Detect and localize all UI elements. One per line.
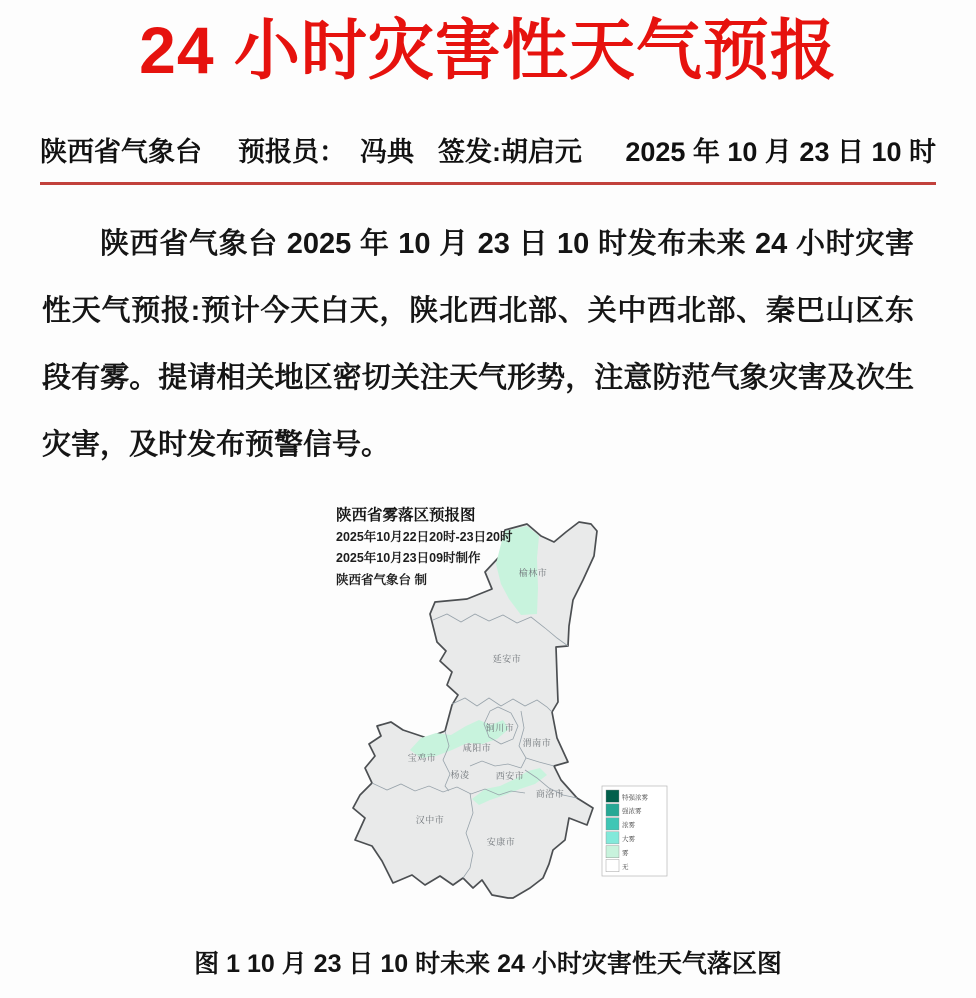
map-legend	[602, 786, 667, 876]
map-valid-period: 2025年10月22日20时-23日20时	[336, 530, 513, 544]
legend-swatch-浓雾	[606, 818, 619, 830]
issuance-header	[40, 130, 936, 185]
forecaster-name: 冯典	[360, 137, 414, 168]
issuer	[438, 130, 582, 169]
issue-datetime: 2025 年 10 月 23 日 10 时	[625, 137, 936, 168]
forecaster-label: 预报员：	[238, 137, 346, 168]
city-label-榆林市: 榆林市	[518, 568, 548, 578]
page-title: 24 小时灾害性天气预报	[139, 13, 837, 87]
city-label-延安市: 延安市	[492, 654, 522, 664]
legend-label-特强浓雾: 特强浓雾	[622, 794, 648, 802]
legend-label-雾: 雾	[622, 849, 629, 857]
city-label-铜川市: 铜川市	[485, 723, 515, 733]
issuer-label: 签发:	[438, 137, 501, 168]
legend-swatch-无	[606, 860, 619, 872]
map-producer: 陕西省气象台 制	[336, 573, 427, 587]
station-name: 陕西省气象台	[40, 137, 202, 168]
city-label-安康市: 安康市	[486, 837, 516, 847]
city-label-宝鸡市: 宝鸡市	[407, 753, 437, 763]
map-title: 陕西省雾落区预报图	[336, 507, 476, 524]
city-label-商洛市: 商洛市	[535, 789, 565, 799]
legend-swatch-雾	[606, 846, 619, 858]
figure-caption: 图 1 10 月 23 日 10 时未来 24 小时灾害性天气落区图	[194, 950, 782, 978]
legend-swatch-大雾	[606, 832, 619, 844]
legend-label-浓雾: 浓雾	[622, 822, 635, 830]
city-label-杨凌: 杨凌	[450, 770, 470, 780]
issuer-name: 胡启元	[501, 137, 582, 168]
city-label-咸阳市: 咸阳市	[462, 743, 492, 753]
legend-swatch-特强浓雾	[606, 790, 619, 802]
fog-forecast-figure	[325, 498, 670, 935]
legend-label-大雾: 大雾	[622, 836, 635, 843]
map-made-time: 2025年10月23日09时制作	[336, 551, 481, 565]
city-label-汉中市: 汉中市	[415, 815, 445, 825]
city-label-西安市: 西安市	[495, 771, 525, 781]
legend-label-强浓雾: 强浓雾	[622, 808, 642, 816]
forecast-paragraph: 陕西省气象台 2025 年 10 月 23 日 10 时发布未来 24 小时灾害性天气预报:预计今天白天，陕北西北部、关中西北部、秦巴山区东段有雾。提请相关地区密切关注天气形势，注意防范气象灾害及次生灾害，及时发布预警信号。	[42, 228, 914, 462]
city-label-渭南市: 渭南市	[522, 738, 552, 748]
legend-label-无: 无	[622, 863, 629, 871]
shaanxi-fog-map	[325, 498, 670, 935]
legend-swatch-强浓雾	[606, 804, 619, 816]
